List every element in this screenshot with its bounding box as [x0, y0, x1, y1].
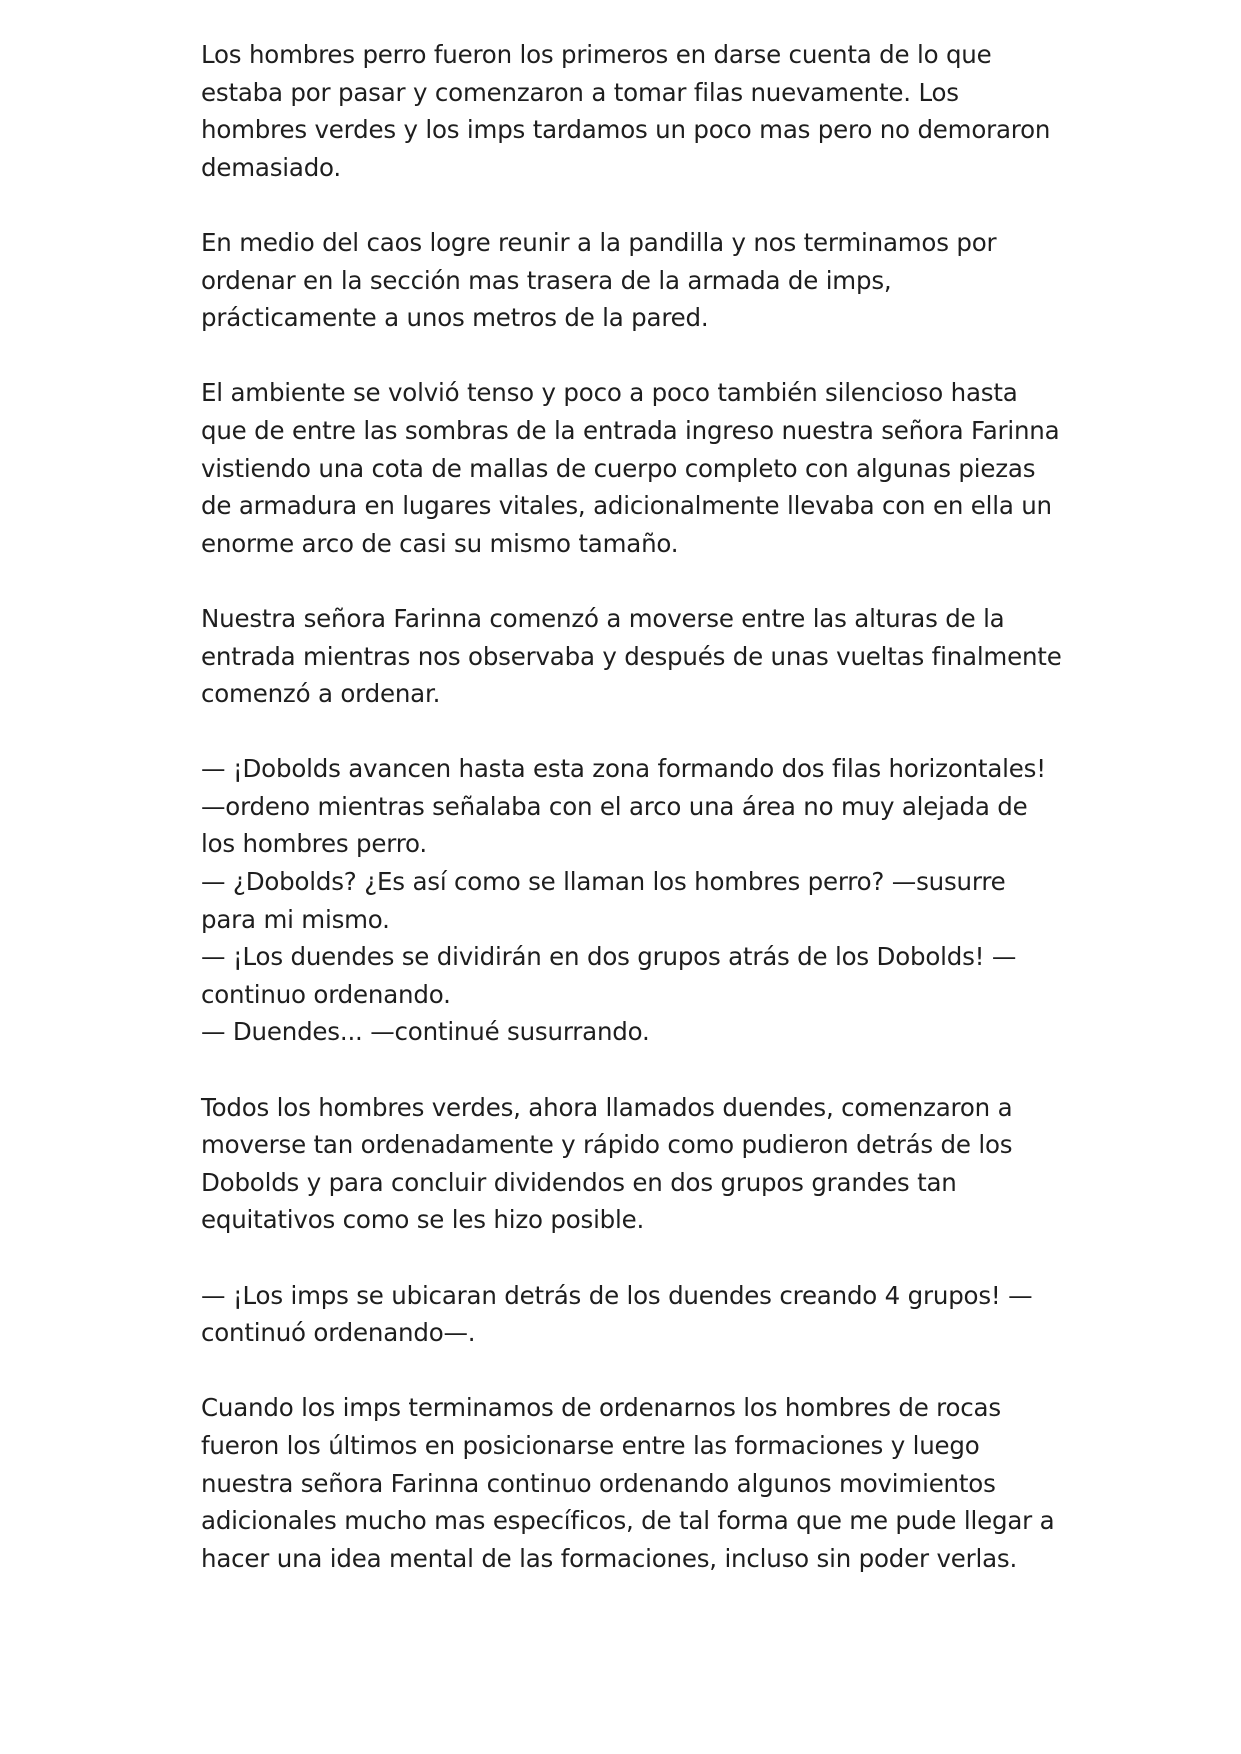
paragraph-2	[201, 224, 1051, 337]
dialogue-line: continuó ordenando—.	[201, 1318, 476, 1348]
text-column	[201, 36, 1062, 1615]
dialogue-line: — ¿Dobolds? ¿Es así como se llaman los hombres perro? —susurre	[201, 867, 1006, 897]
text-line: prácticamente a unos metros de la pared.	[201, 303, 709, 333]
text-line: demasiado.	[201, 152, 341, 182]
dialogue-line: — ¡Los duendes se dividirán en dos grupos atrás de los Dobolds! —	[201, 942, 1017, 972]
text-line: ordenar en la sección mas trasera de la armada de imps,	[201, 265, 892, 295]
paragraph-6	[201, 1089, 1051, 1239]
paragraph-1	[201, 36, 1051, 186]
paragraph-7-dialogue	[201, 1277, 1051, 1352]
text-line: equitativos como se les hizo posible.	[201, 1205, 645, 1235]
text-line: hombres verdes y los imps tardamos un poco mas pero no demoraron	[201, 115, 1051, 145]
text-line: Dobolds y para concluir dividendos en dos grupos grandes tan	[201, 1167, 957, 1197]
text-line: fueron los últimos en posicionarse entre las formaciones y luego	[201, 1430, 980, 1460]
text-line: entrada mientras nos observaba y después de unas vueltas finalmente	[201, 641, 1062, 671]
text-line: enorme arco de casi su mismo tamaño.	[201, 528, 679, 558]
text-line: estaba por pasar y comenzaron a tomar filas nuevamente. Los	[201, 77, 959, 107]
text-line: moverse tan ordenadamente y rápido como pudieron detrás de los	[201, 1130, 1013, 1160]
text-line: Cuando los imps terminamos de ordenarnos los hombres de rocas	[201, 1393, 1001, 1423]
paragraph-5-dialogue	[201, 750, 1051, 1051]
text-line: Los hombres perro fueron los primeros en darse cuenta de lo que	[201, 40, 992, 69]
text-line: adicionales mucho mas específicos, de tal forma que me pude llegar a	[201, 1506, 1055, 1536]
dialogue-line: para mi mismo.	[201, 904, 390, 934]
text-line: que de entre las sombras de la entrada ingreso nuestra señora Farinna	[201, 415, 1060, 445]
dialogue-line: los hombres perro.	[201, 829, 427, 859]
text-line: En medio del caos logre reunir a la pandilla y nos terminamos por	[201, 227, 997, 257]
dialogue-line: — ¡Los imps se ubicaran detrás de los duendes creando 4 grupos! —	[201, 1280, 1033, 1310]
text-line: hacer una idea mental de las formaciones, incluso sin poder verlas.	[201, 1543, 1018, 1573]
text-line: comenzó a ordenar.	[201, 679, 441, 709]
paragraph-4	[201, 600, 1062, 713]
paragraph-3	[201, 374, 1060, 562]
dialogue-line: — Duendes... —continué susurrando.	[201, 1017, 650, 1047]
text-line: nuestra señora Farinna continuo ordenando algunos movimientos	[201, 1468, 996, 1498]
dialogue-line: —ordeno mientras señalaba con el arco una área no muy alejada de	[201, 791, 1028, 821]
text-line: vistiendo una cota de mallas de cuerpo completo con algunas piezas	[201, 453, 1036, 483]
dialogue-line: continuo ordenando.	[201, 979, 451, 1009]
text-line: de armadura en lugares vitales, adicionalmente llevaba con en ella un	[201, 491, 1052, 521]
text-line: El ambiente se volvió tenso y poco a poco también silencioso hasta	[201, 378, 1018, 408]
text-line: Nuestra señora Farinna comenzó a moverse entre las alturas de la	[201, 603, 1005, 633]
dialogue-line: — ¡Dobolds avancen hasta esta zona formando dos filas horizontales!	[201, 754, 1046, 784]
paragraph-8	[201, 1389, 1055, 1577]
text-line: Todos los hombres verdes, ahora llamados duendes, comenzaron a	[201, 1092, 1013, 1122]
